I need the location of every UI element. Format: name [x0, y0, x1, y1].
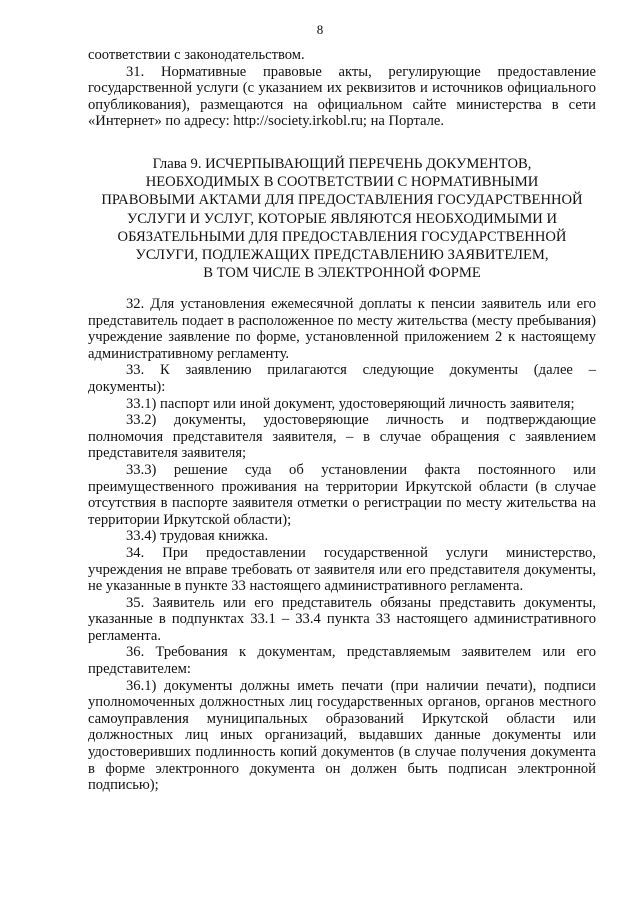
heading-line: Глава 9. ИСЧЕРПЫВАЮЩИЙ ПЕРЕЧЕНЬ ДОКУМЕНТОВ, [152, 156, 532, 172]
paragraph-33: 33. К заявлению прилагаются следующие документы (далее – документы): [88, 362, 596, 395]
body-section [88, 296, 596, 794]
heading-line: ПРАВОВЫМИ АКТАМИ ДЛЯ ПРЕДОСТАВЛЕНИЯ ГОСУДАРСТВЕННОЙ [101, 192, 583, 209]
paragraph-32: 32. Для установления ежемесячной доплаты к пенсии заявитель или его представитель подает в расположенное по месту жительства (месту пребывания) учреждение заявление по форме, установленной приложением 2 к настоящему административному регламенту. [88, 296, 596, 362]
paragraph-33-1: 33.1) паспорт или иной документ, удостоверяющий личность заявителя; [126, 395, 575, 412]
heading-line: НЕОБХОДИМЫХ В СООТВЕТСТВИИ С НОРМАТИВНЫМИ [145, 174, 539, 191]
paragraph-33-3: 33.3) решение суда об установлении факта постоянного или преимущественного проживания на территории Иркутской области (в случае отсутствия в паспорте заявителя отметки о регистрации по месту жительства на территории Иркутской области); [88, 461, 596, 528]
paragraph-36-1: 36.1) документы должны иметь печати (при наличии печати), подписи уполномоченных должностных лиц государственных органов, органов местного самоуправления муниципальных образований Иркутской области или должностных лиц иных организаций, выдавших данные документы или удостоверивших подлинность копий документов (в случае получения документа в форме электронного документа он должен быть подписан электронной подписью); [88, 677, 596, 794]
paragraph-33-4: 33.4) трудовая книжка. [126, 528, 269, 545]
paragraph-36: 36. Требования к документам, представляемым заявителем или его представителем: [88, 644, 596, 678]
chapter-heading [88, 155, 596, 282]
paragraph-31: 31. Нормативные правовые акты, регулирующие предоставление государственной услуги (с указанием их реквизитов и источников официального опубликования), размещаются на официальном сайте министерства в сети «Интернет» по адресу: http://society.irkobl.ru; на Портале. [88, 63, 596, 130]
heading-line: ОБЯЗАТЕЛЬНЫМИ ДЛЯ ПРЕДОСТАВЛЕНИЯ ГОСУДАРСТВЕННОЙ [117, 228, 567, 245]
paragraph-34: 34. При предоставлении государственной услуги министерство, учреждения не вправе требовать от заявителя или его представителя документы, не указанные в пункте 33 настоящего административного регламента. [88, 544, 596, 595]
heading-line: УСЛУГИ, ПОДЛЕЖАЩИХ ПРЕДСТАВЛЕНИЮ ЗАЯВИТЕЛЕМ, [135, 247, 549, 264]
paragraph-continuation: соответствии с законодательством. [88, 47, 305, 63]
paragraph-33-2: 33.2) документы, удостоверяющие личность и подтверждающие полномочия представителя заявителя, – в случае обращения с заявлением представителя заявителя; [88, 412, 596, 462]
heading-line: УСЛУГИ И УСЛУГ, КОТОРЫЕ ЯВЛЯЮТСЯ НЕОБХОДИМЫМИ И [126, 210, 558, 227]
page-number: 8 [316, 22, 324, 37]
heading-line: В ТОМ ЧИСЛЕ В ЭЛЕКТРОННОЙ ФОРМЕ [203, 265, 481, 282]
paragraph-35: 35. Заявитель или его представитель обязаны представить документы, указанные в подпунктах 33.1 – 33.4 пункта 33 настоящего административного регламента. [88, 594, 596, 644]
top-section [88, 47, 596, 130]
